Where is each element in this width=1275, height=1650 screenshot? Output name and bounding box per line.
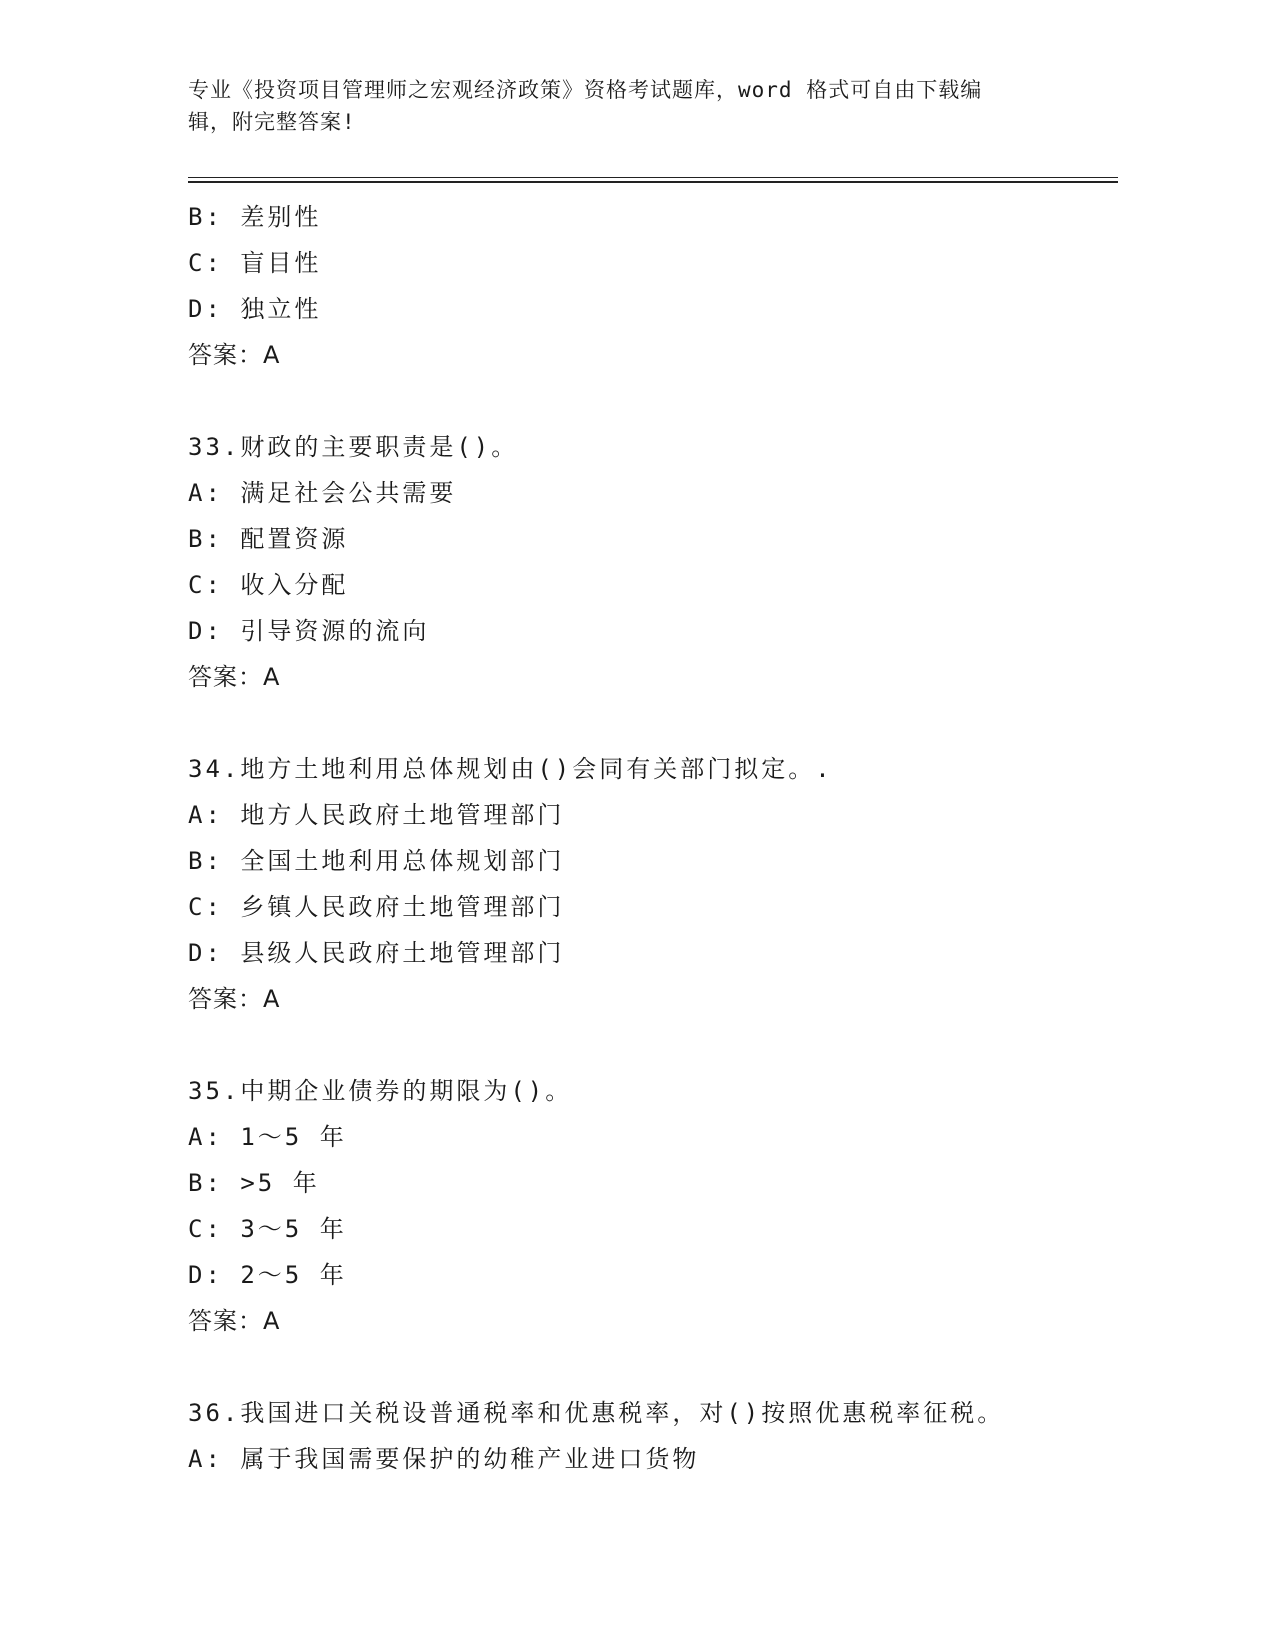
header-line-1: 专业《投资项目管理师之宏观经济政策》资格考试题库，word 格式可自由下载编 [188, 78, 983, 102]
option-c: C: 乡镇人民政府土地管理部门 [188, 893, 565, 921]
option-c: C: 收入分配 [188, 571, 349, 599]
header-divider-thin [188, 177, 1118, 178]
option-d: D: 县级人民政府土地管理部门 [188, 939, 565, 967]
option-b: B: 全国土地利用总体规划部门 [188, 847, 565, 875]
option-a: A: 属于我国需要保护的幼稚产业进口货物 [188, 1445, 700, 1473]
question-stem: 35.中期企业债券的期限为()。 [188, 1077, 573, 1105]
answer: 答案：A [188, 341, 281, 369]
question-stem: 36.我国进口关税设普通税率和优惠税率，对()按照优惠税率征税。 [188, 1399, 1005, 1427]
option-d: D: 2～5 年 [188, 1261, 347, 1289]
answer: 答案：A [188, 663, 281, 691]
header-divider-thick [188, 181, 1118, 183]
question-32-partial [188, 194, 1128, 378]
question-34 [188, 746, 1128, 1022]
answer: 答案：A [188, 1307, 281, 1335]
question-stem: 34.地方土地利用总体规划由()会同有关部门拟定。. [188, 755, 833, 783]
option-a: A: 1～5 年 [188, 1123, 347, 1151]
option-c: C: 盲目性 [188, 249, 322, 277]
question-33 [188, 424, 1128, 700]
question-35 [188, 1068, 1128, 1344]
option-b: B: 差别性 [188, 203, 322, 231]
option-a: A: 地方人民政府土地管理部门 [188, 801, 565, 829]
answer: 答案：A [188, 985, 281, 1013]
option-a: A: 满足社会公共需要 [188, 479, 457, 507]
question-stem: 33.财政的主要职责是()。 [188, 433, 519, 461]
option-b: B: 配置资源 [188, 525, 349, 553]
question-content [188, 194, 1128, 1482]
option-d: D: 独立性 [188, 295, 322, 323]
document-header [188, 74, 1088, 138]
header-line-2: 辑，附完整答案! [188, 110, 356, 134]
option-d: D: 引导资源的流向 [188, 617, 430, 645]
option-c: C: 3～5 年 [188, 1215, 347, 1243]
option-b: B: >5 年 [188, 1169, 320, 1197]
question-36 [188, 1390, 1128, 1482]
